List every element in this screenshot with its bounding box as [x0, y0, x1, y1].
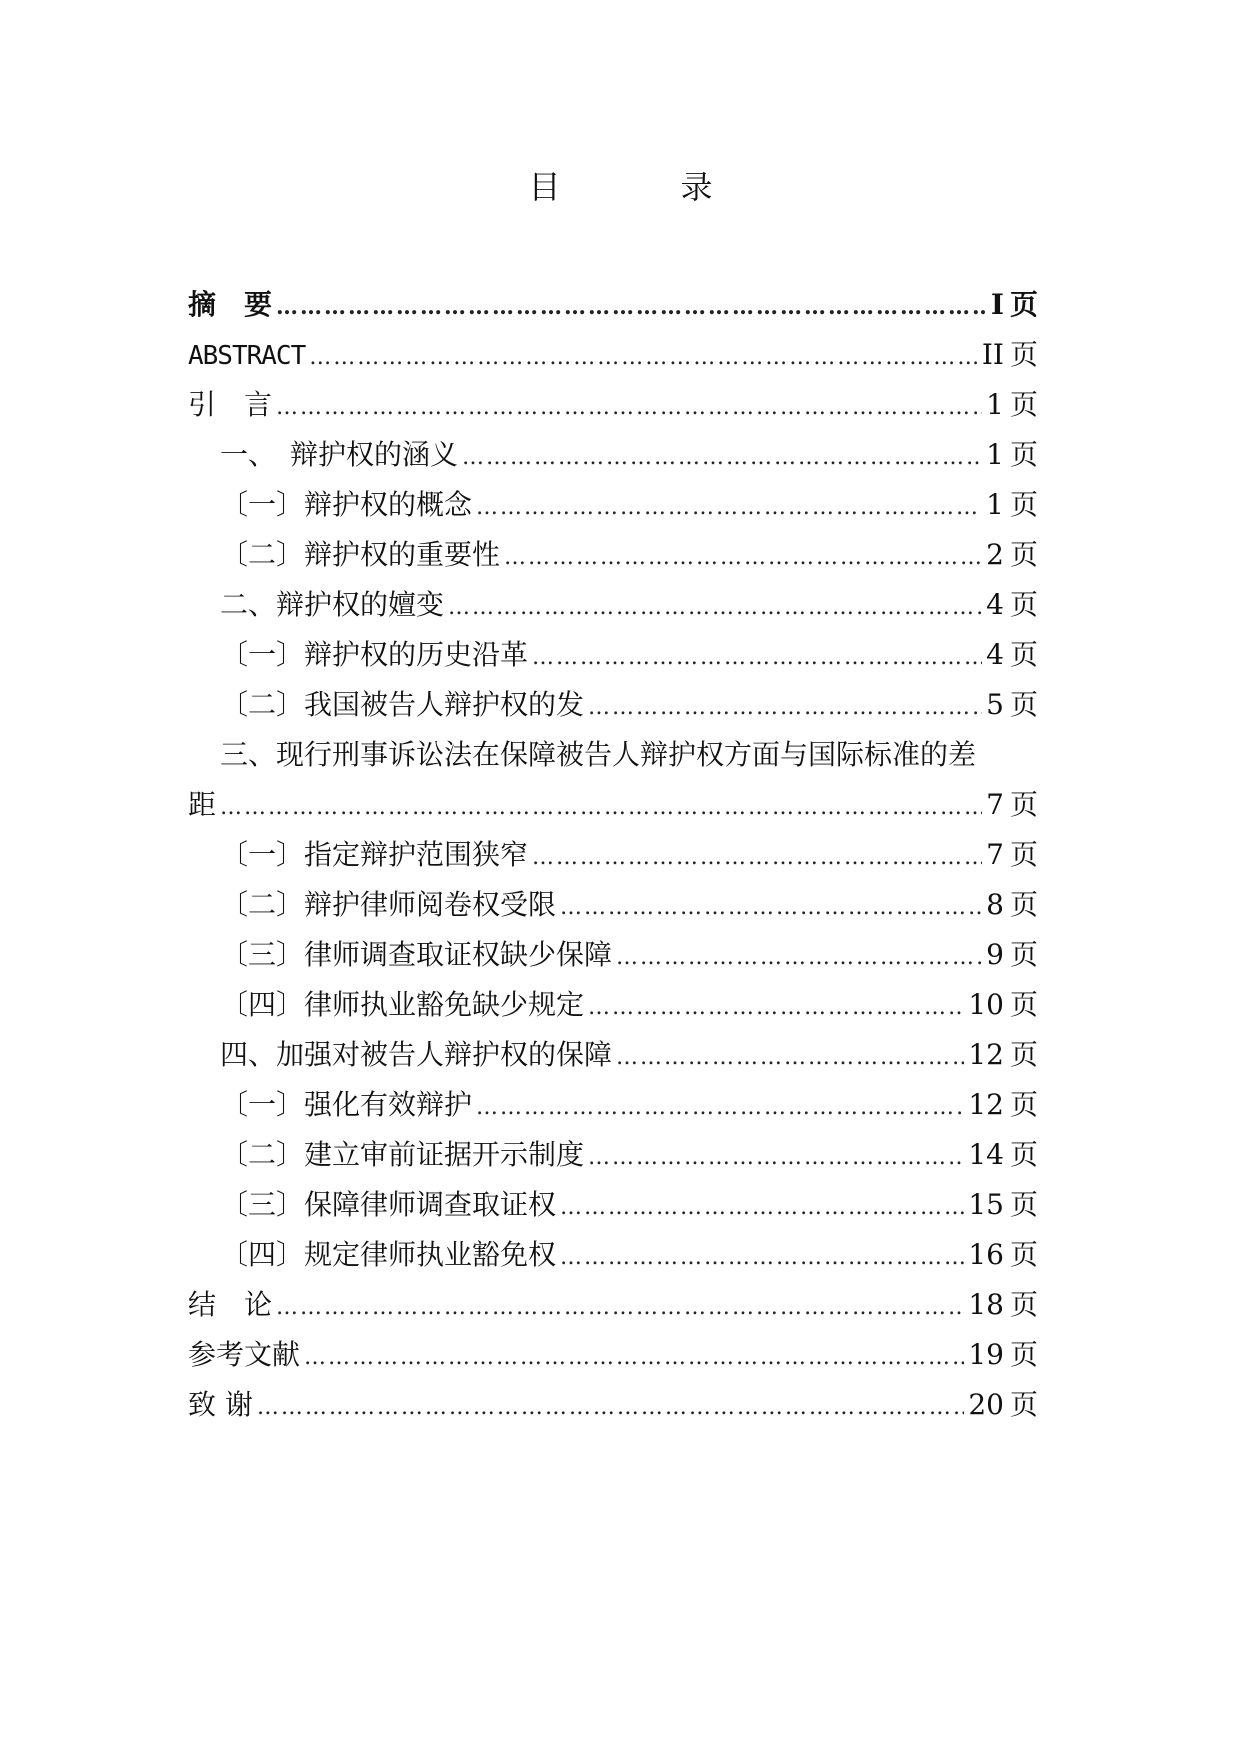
toc-entry-page: I 页 — [990, 288, 1038, 321]
toc-entry-page: II 页 — [981, 338, 1038, 371]
toc-leader-dots — [462, 433, 982, 483]
toc-entry-abstract-en[interactable] — [188, 330, 1038, 380]
toc-leader-dots — [588, 983, 964, 1033]
toc-entry-page: 10 页 — [968, 988, 1038, 1021]
toc-entry-chapter-1[interactable] — [188, 430, 1038, 480]
toc-entry-label: 结 论 — [188, 1288, 273, 1321]
toc-entry-label: 〔一〕辩护权的历史沿革 — [220, 638, 529, 671]
toc-entry-label: 四、加强对被告人辩护权的保障 — [220, 1038, 613, 1071]
toc-entry-section-3-4[interactable] — [188, 980, 1038, 1030]
toc-leader-dots — [504, 533, 982, 583]
toc-leader-dots — [304, 1333, 964, 1383]
toc-entry-label: 〔二〕辩护权的重要性 — [220, 538, 501, 571]
toc-entry-page: 15 页 — [968, 1188, 1038, 1221]
toc-leader-dots — [309, 333, 978, 383]
toc-entry-chapter-3-line1[interactable]: 三、现行刑事诉讼法在保障被告人辩护权方面与国际标准的差 — [220, 738, 977, 771]
toc-leader-dots — [448, 583, 982, 633]
toc-leader-dots — [276, 282, 987, 332]
toc-entry-references[interactable] — [188, 1330, 1038, 1380]
toc-entry-page: 7 页 — [986, 838, 1038, 871]
toc-entry-page: 19 页 — [968, 1338, 1038, 1371]
toc-entry-label: 〔二〕建立审前证据开示制度 — [220, 1138, 585, 1171]
table-of-contents — [188, 280, 1038, 1430]
toc-entry-section-3-3[interactable] — [188, 930, 1038, 980]
toc-entry-page: 5 页 — [986, 688, 1038, 721]
toc-entry-chapter-4[interactable] — [188, 1030, 1038, 1080]
toc-entry-page: 7 页 — [986, 788, 1038, 821]
toc-leader-dots — [276, 383, 982, 433]
toc-entry-label: 〔二〕辩护律师阅卷权受限 — [220, 888, 557, 921]
toc-entry-section-4-2[interactable] — [188, 1130, 1038, 1180]
toc-entry-label: ABSTRACT — [188, 341, 306, 371]
toc-entry-label: 〔一〕强化有效辩护 — [220, 1088, 473, 1121]
toc-leader-dots — [616, 1033, 964, 1083]
page-title-left: 目 — [528, 168, 561, 206]
toc-entry-page: 12 页 — [968, 1088, 1038, 1121]
toc-leader-dots — [476, 483, 982, 533]
toc-entry-page: 1 页 — [986, 488, 1038, 521]
toc-entry-section-3-2[interactable] — [188, 880, 1038, 930]
toc-entry-label: 〔三〕律师调查取证权缺少保障 — [220, 938, 613, 971]
toc-entry-section-1-1[interactable] — [188, 480, 1038, 530]
toc-entry-section-1-2[interactable] — [188, 530, 1038, 580]
toc-entry-conclusion[interactable] — [188, 1280, 1038, 1330]
toc-leader-dots — [588, 683, 982, 733]
toc-leader-dots — [616, 933, 982, 983]
toc-entry-section-2-1[interactable] — [188, 630, 1038, 680]
toc-entry-label: 距 — [188, 788, 217, 821]
toc-leader-dots — [560, 1183, 964, 1233]
toc-entry-section-4-1[interactable] — [188, 1080, 1038, 1130]
toc-entry-page: 20 页 — [968, 1388, 1038, 1421]
toc-entry-section-4-3[interactable] — [188, 1180, 1038, 1230]
toc-entry-label: 一、 辩护权的涵义 — [220, 438, 459, 471]
toc-entry-page: 14 页 — [968, 1138, 1038, 1171]
toc-leader-dots — [276, 1283, 964, 1333]
toc-entry-label: 〔三〕保障律师调查取证权 — [220, 1188, 557, 1221]
toc-entry-label: 参考文献 — [188, 1338, 301, 1371]
toc-entry-page: 1 页 — [986, 388, 1038, 421]
toc-leader-dots — [476, 1083, 964, 1133]
toc-entry-acknowledgements[interactable] — [188, 1380, 1038, 1430]
toc-entry-page: 16 页 — [968, 1238, 1038, 1271]
toc-entry-page: 4 页 — [986, 588, 1038, 621]
page-title — [0, 162, 1241, 208]
toc-entry-label: 〔四〕规定律师执业豁免权 — [220, 1238, 557, 1271]
toc-entry-label: 致 谢 — [188, 1388, 253, 1421]
toc-entry-page: 18 页 — [968, 1288, 1038, 1321]
toc-entry-page: 4 页 — [986, 638, 1038, 671]
toc-entry-page: 2 页 — [986, 538, 1038, 571]
toc-entry-label: 〔二〕我国被告人辩护权的发 — [220, 688, 585, 721]
toc-entry-label: 〔四〕律师执业豁免缺少规定 — [220, 988, 585, 1021]
toc-entry-introduction[interactable] — [188, 380, 1038, 430]
toc-entry-label: 二、辩护权的嬗变 — [220, 588, 445, 621]
toc-entry-label: 〔一〕辩护权的概念 — [220, 488, 473, 521]
toc-entry-page: 9 页 — [986, 938, 1038, 971]
toc-entry-chapter-3[interactable] — [188, 780, 1038, 830]
toc-entry-page: 12 页 — [968, 1038, 1038, 1071]
toc-entry-label: 引 言 — [188, 388, 273, 421]
toc-leader-dots — [257, 1383, 964, 1433]
toc-entry-chapter-2[interactable] — [188, 580, 1038, 630]
toc-leader-dots — [560, 883, 982, 933]
toc-entry-page: 8 页 — [986, 888, 1038, 921]
toc-entry-page: 1 页 — [986, 438, 1038, 471]
toc-leader-dots — [532, 633, 982, 683]
toc-entry-label: 〔一〕指定辩护范围狭窄 — [220, 838, 529, 871]
page-title-right: 录 — [680, 168, 713, 206]
toc-entry-section-4-4[interactable] — [188, 1230, 1038, 1280]
toc-entry-abstract-cn[interactable] — [188, 280, 1038, 330]
toc-entry-label: 摘 要 — [188, 288, 273, 321]
toc-leader-dots — [560, 1233, 964, 1283]
toc-entry-section-3-1[interactable] — [188, 830, 1038, 880]
toc-leader-dots — [220, 783, 982, 833]
toc-leader-dots — [588, 1133, 964, 1183]
toc-leader-dots — [532, 833, 982, 883]
toc-entry-section-2-2[interactable] — [188, 680, 1038, 730]
